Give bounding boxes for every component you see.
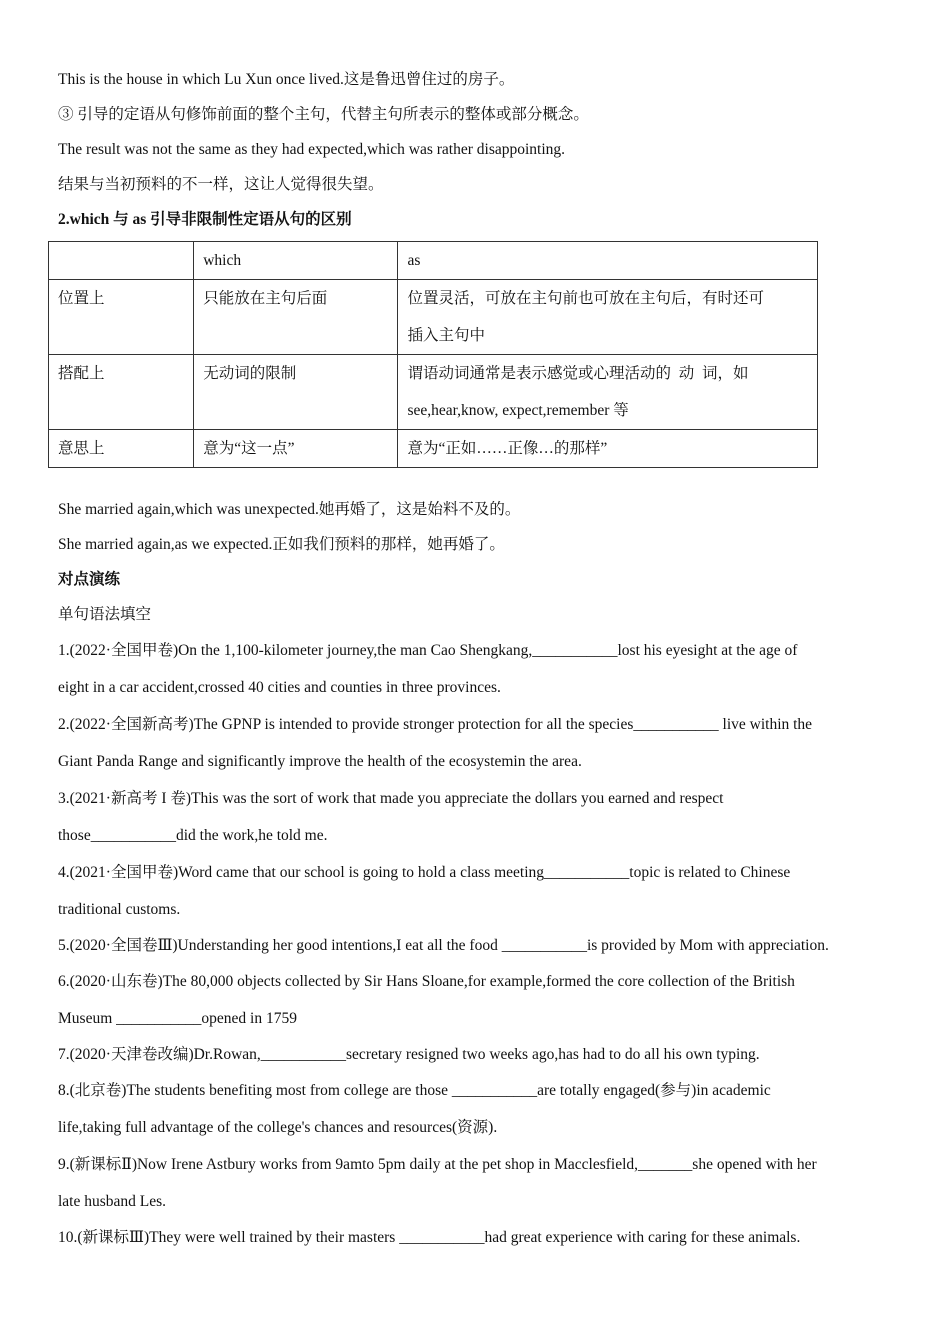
- question-line: traditional customs.: [58, 901, 181, 918]
- question-line: 9.(新课标Ⅱ)Now Irene Astbury works from 9amto 5pm daily at the pet shop in Macclesfield,_______she opened with her: [58, 1156, 817, 1173]
- question-5: [58, 928, 898, 963]
- rule-3: ③ 引导的定语从句修饰前面的整个主句，代替主句所表示的整体或部分概念。: [58, 106, 589, 123]
- section-heading-which-vs-as: 2.which 与 as 引导非限制性定语从句的区别: [58, 211, 352, 228]
- table-header-cell: [49, 242, 194, 280]
- table-header-cell: which: [194, 242, 398, 280]
- example-sentence-lu-xun: This is the house in which Lu Xun once lived.这是鲁迅曾住过的房子。: [58, 71, 515, 88]
- row-label: 搭配上: [49, 355, 194, 430]
- as-cell-line: 意为“正如……正像…的那样”: [407, 440, 608, 457]
- table-row: [49, 430, 818, 468]
- as-cell-line: 谓语动词通常是表示感觉或心理活动的 动 词，如: [407, 365, 749, 382]
- question-6: [58, 963, 898, 1037]
- table-header-cell: as: [398, 242, 818, 280]
- example-sentence-result-en: The result was not the same as they had expected,which was rather disappointing.: [58, 141, 566, 158]
- table-header-row: [49, 242, 818, 280]
- question-line: 10.(新课标Ⅲ)They were well trained by their masters ___________had great experience with caring for these animals.: [58, 1229, 801, 1246]
- question-line: life,taking full advantage of the college's chances and resources(资源).: [58, 1119, 498, 1136]
- which-cell: 只能放在主句后面: [194, 280, 398, 355]
- question-line: 8.(北京卷)The students benefiting most from college are those ___________are totally engaged(参与)in academic: [58, 1082, 771, 1099]
- row-label: 位置上: [49, 280, 194, 355]
- example-sentence-result-zh: 结果与当初预料的不一样，这让人觉得很失望。: [58, 176, 384, 193]
- question-line: Museum ___________opened in 1759: [58, 1010, 297, 1027]
- question-4: [58, 854, 898, 928]
- question-3: [58, 780, 898, 854]
- question-line: 1.(2022·全国甲卷)On the 1,100-kilometer journey,the man Cao Shengkang,___________lost his eyesight at the age of: [58, 642, 798, 659]
- question-2: [58, 706, 898, 780]
- which-cell: 意为“这一点”: [194, 430, 398, 468]
- question-7: [58, 1037, 898, 1072]
- practice-subheading: 单句语法填空: [58, 606, 152, 623]
- question-10: [58, 1220, 898, 1255]
- question-8: [58, 1072, 898, 1146]
- document-top: [58, 62, 898, 237]
- as-cell-line: 插入主句中: [407, 327, 485, 344]
- question-line: 4.(2021·全国甲卷)Word came that our school is going to hold a class meeting___________topic is related to Chinese: [58, 864, 791, 881]
- question-line: 6.(2020·山东卷)The 80,000 objects collected by Sir Hans Sloane,for example,formed the core collection of the British: [58, 973, 795, 990]
- as-cell-line: 位置灵活，可放在主句前也可放在主句后，有时还可: [407, 290, 764, 307]
- row-label: 意思上: [49, 430, 194, 468]
- question-9: [58, 1146, 898, 1220]
- question-line: late husband Les.: [58, 1193, 167, 1210]
- document-body: [58, 492, 898, 1255]
- question-line: 2.(2022·全国新高考)The GPNP is intended to provide stronger protection for all the species___________ live within the: [58, 716, 813, 733]
- question-line: Giant Panda Range and significantly improve the health of the ecosystemin the area.: [58, 753, 582, 770]
- which-example: She married again,which was unexpected.她再婚了，这是始料不及的。: [58, 501, 521, 518]
- as-cell: [398, 430, 818, 468]
- table-row: [49, 355, 818, 430]
- question-line: 7.(2020·天津卷改编)Dr.Rowan,___________secretary resigned two weeks ago,has had to do all his own typing.: [58, 1046, 760, 1063]
- question-line: 5.(2020·全国卷Ⅲ)Understanding her good intentions,I eat all the food ___________is provided by Mom with appreciation.: [58, 937, 829, 954]
- which-cell: 无动词的限制: [194, 355, 398, 430]
- practice-heading: 对点演练: [58, 571, 121, 588]
- question-1: [58, 632, 898, 706]
- as-example: She married again,as we expected.正如我们预料的那样，她再婚了。: [58, 536, 505, 553]
- question-line: 3.(2021·新高考 I 卷)This was the sort of work that made you appreciate the dollars you earned and respect: [58, 790, 724, 807]
- table-row: [49, 280, 818, 355]
- question-line: eight in a car accident,crossed 40 cities and counties in three provinces.: [58, 679, 501, 696]
- question-line: those___________did the work,he told me.: [58, 827, 328, 844]
- as-cell-line: see,hear,know, expect,remember 等: [407, 402, 629, 419]
- comparison-table: [48, 241, 818, 468]
- as-cell: [398, 355, 818, 430]
- as-cell: [398, 280, 818, 355]
